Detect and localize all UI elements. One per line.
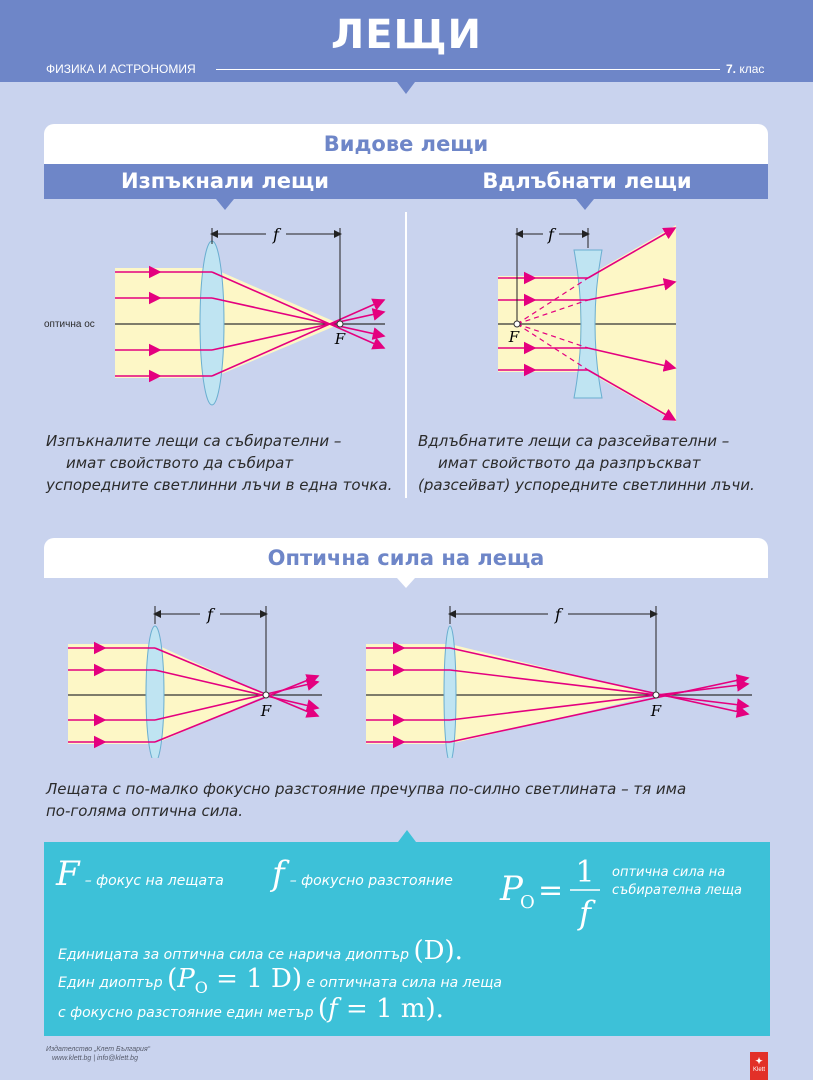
title-notch [397, 578, 415, 588]
diopter-line-end: е оптичната сила на леща [306, 975, 502, 991]
optical-power-title [44, 538, 768, 578]
power-formula [498, 852, 608, 936]
focus-symbol: F [260, 702, 272, 720]
info-notch [398, 830, 416, 842]
convex-lens [200, 241, 224, 405]
formula-info-box [44, 842, 770, 1036]
focus-definition-text: – фокус на лещата [84, 873, 224, 889]
unit-line [58, 936, 463, 966]
diopter-power-subscript: O [194, 978, 208, 998]
diopter-line-start: Един диоптър [58, 975, 163, 991]
grade-word: клас [739, 62, 765, 76]
power-symbol: P [500, 869, 523, 909]
equals-sign: = [538, 873, 564, 908]
klett-logo-text: Klett [752, 1067, 765, 1073]
focus-symbol-large: F [56, 854, 80, 894]
convex-desc-line-1: Изпъкналите лещи са събирателни – [46, 432, 342, 450]
meter-formula [318, 994, 444, 1024]
convex-desc-line-2: имат свойството да събират [66, 454, 294, 472]
focal-symbol-large: f [272, 854, 285, 894]
short-focal-lens-diagram [60, 598, 330, 758]
panel-divider [405, 212, 407, 498]
focus-definition [56, 854, 224, 894]
numerator: 1 [575, 855, 595, 890]
lens-types-title-text: Видове лещи [323, 132, 489, 156]
publisher-info [46, 1045, 150, 1063]
meter-line [58, 994, 444, 1024]
focal-length-definition-text: – фокусно разстояние [289, 873, 453, 889]
optical-axis-label: оптична ос [44, 319, 95, 330]
thin-convex-lens [444, 626, 456, 758]
grade-number: 7. [726, 62, 737, 76]
focal-length-symbol: f [207, 605, 213, 624]
page-title: ЛЕЩИ [330, 12, 483, 58]
power-desc-line-1: оптична сила на [612, 865, 726, 880]
focus-symbol: F [334, 330, 346, 348]
optical-power-description [46, 778, 686, 822]
header-divider-line [216, 69, 720, 70]
power-desc-line-2: събирателна леща [612, 883, 743, 898]
power-subscript: O [520, 892, 535, 913]
klett-logo [750, 1052, 768, 1080]
concave-lenses-label: Вдлъбнати лещи [482, 169, 692, 193]
focus-symbol: F [650, 702, 662, 720]
optical-power-desc-line-1: Лещата с по-малко фокусно разстояние пречупва по-силно светлината – тя има [46, 780, 687, 798]
focal-length-symbol: f [555, 605, 561, 624]
concave-desc-line-2: имат свойството да разпръскват [438, 454, 701, 472]
convex-lens-diagram [100, 220, 400, 415]
convex-description [46, 430, 392, 496]
convex-notch [216, 199, 234, 210]
denominator: f [579, 894, 591, 932]
light-beam [115, 268, 340, 378]
unit-symbol: (D). [413, 936, 463, 966]
grade-label [726, 62, 764, 76]
diopter-formula [167, 964, 303, 998]
header-notch [397, 82, 415, 94]
concave-desc-line-1: Вдлъбнатите лещи са разсейвателни – [418, 432, 730, 450]
focal-length-symbol: f [548, 225, 554, 244]
focal-length-symbol: f [273, 225, 279, 244]
diopter-power-symbol: P [177, 964, 195, 994]
publisher-contacts: www.klett.bg | info@klett.bg [52, 1055, 138, 1062]
convex-lens [146, 626, 164, 758]
diopter-formula-eq: = 1 D) [216, 964, 303, 994]
publisher-name: Издателство „Клет България“ [46, 1046, 151, 1053]
power-formula-graphic [498, 852, 608, 932]
unit-line-text: Единицата за оптична сила се нарича диоптър [58, 947, 410, 963]
diopter-line [58, 964, 502, 997]
optical-power-title-text: Оптична сила на леща [267, 546, 545, 570]
concave-desc-line-3: (разсейват) успоредните светлинни лъчи. [418, 476, 755, 494]
convex-lenses-label: Изпъкнали лещи [121, 169, 329, 193]
lens-types-bar [44, 164, 768, 199]
focal-length-definition [272, 854, 453, 894]
klett-logo-icon: ✦ [755, 1056, 763, 1066]
concave-description [418, 430, 755, 496]
focus-symbol: F [508, 328, 520, 346]
meter-line-text: с фокусно разстояние един метър [58, 1005, 314, 1021]
concave-lens-diagram [490, 220, 690, 425]
meter-formula-eq: = 1 m). [345, 994, 444, 1024]
convex-desc-line-3: успоредните светлинни лъчи в една точка. [46, 476, 393, 494]
header-bar [0, 0, 813, 82]
long-focal-lens-diagram [360, 598, 760, 758]
subject-label: ФИЗИКА И АСТРОНОМИЯ [46, 62, 196, 76]
concave-notch [576, 199, 594, 210]
meter-paren: ( [317, 994, 329, 1024]
lens-types-title [44, 124, 768, 164]
diopter-paren: ( [167, 964, 178, 994]
power-formula-description [612, 864, 742, 900]
optical-power-desc-line-2: по-голяма оптична сила. [46, 802, 243, 820]
meter-focal-symbol: f [328, 994, 338, 1024]
